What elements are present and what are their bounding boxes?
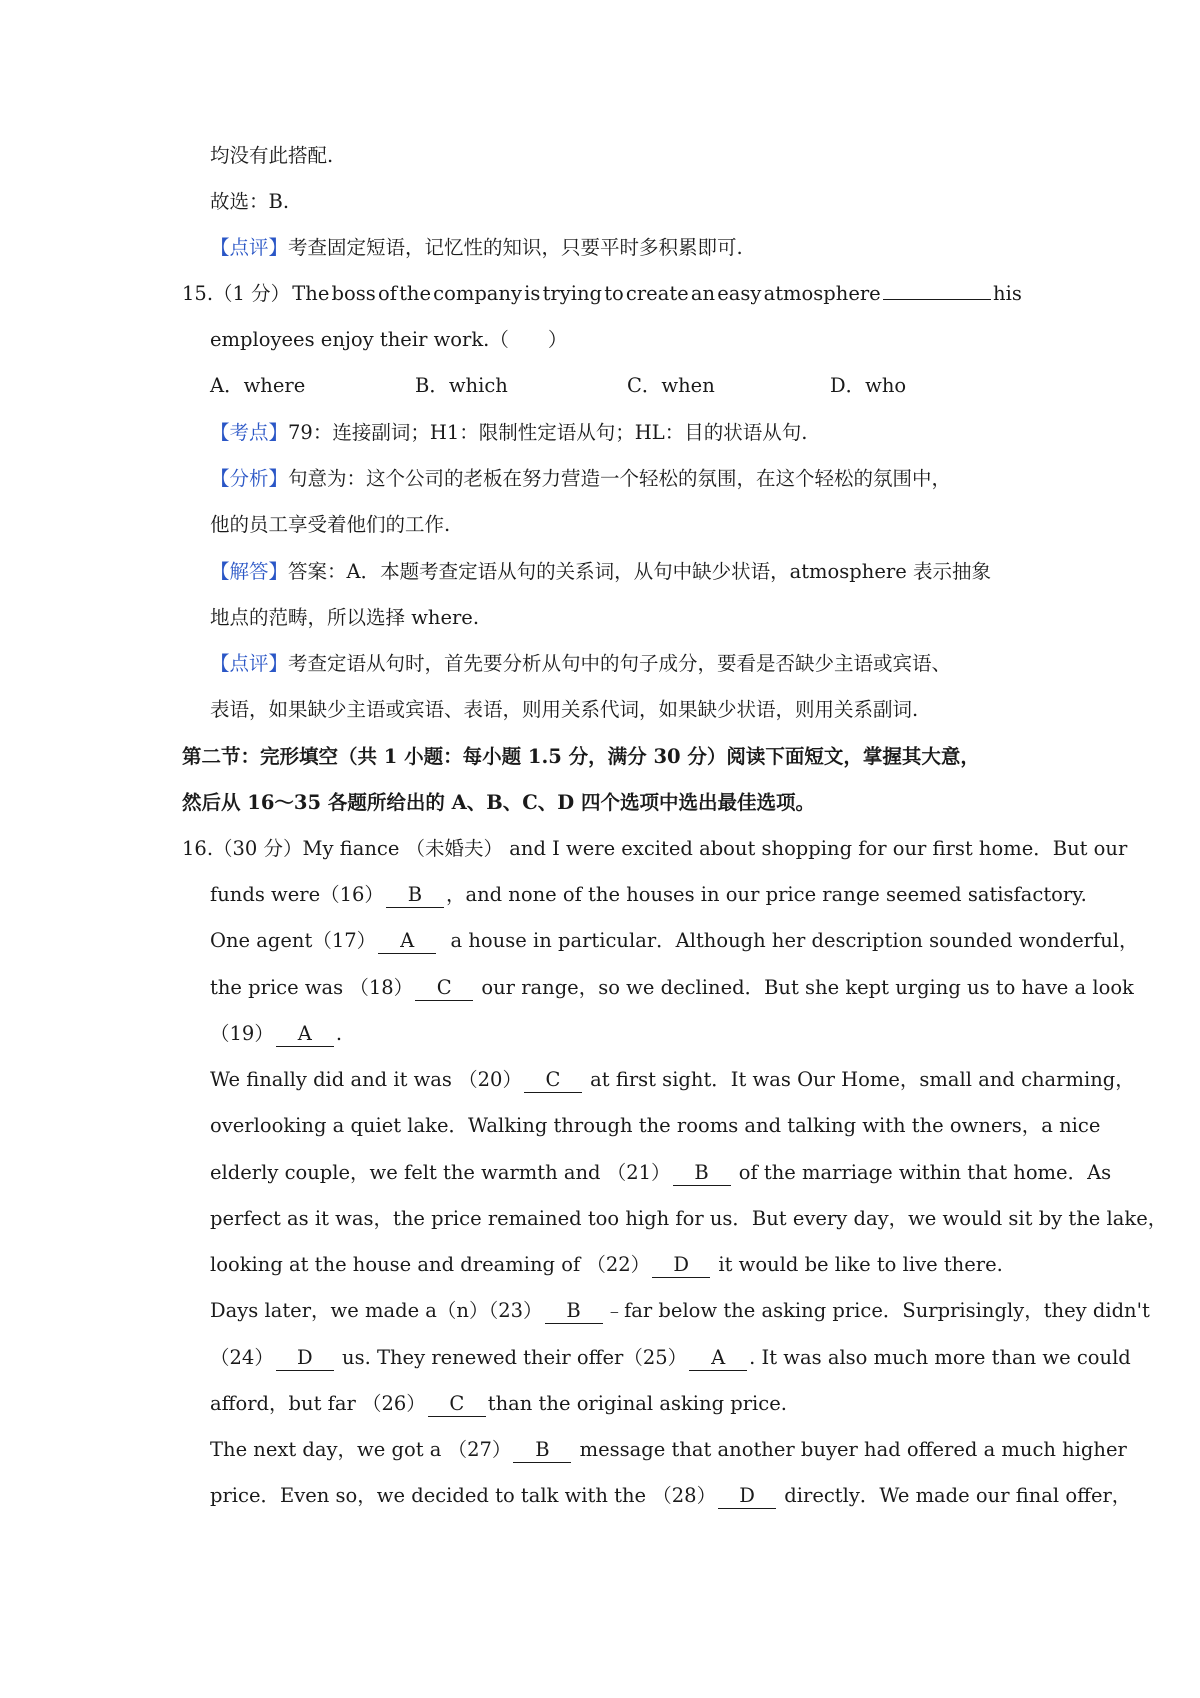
cloze-line: the price was （18） C our range，so we declined．But she kept urging us to have a look <box>210 976 1134 999</box>
cloze-line: price．Even so，we decided to talk with the （28） D directly．We made our final offer， <box>210 1484 1132 1507</box>
option-d: D．who <box>830 374 907 397</box>
analysis-tag: 【分析】 <box>210 467 289 490</box>
comment-line <box>210 233 743 263</box>
answer-blank: A <box>276 1022 334 1047</box>
answer-blank: B <box>673 1161 731 1186</box>
comment-line: 【点评】考查定语从句时，首先要分析从句中的句子成分，要看是否缺少主语或宾语、 <box>210 652 952 675</box>
answer-blank: D <box>718 1484 776 1509</box>
answer-blank: B <box>513 1438 571 1463</box>
answer-blank: A <box>378 929 436 954</box>
cloze-line: elderly couple，we felt the warmth and （21） B of the marriage within that home．As <box>210 1161 1112 1184</box>
text-line: 均没有此搭配. <box>210 144 334 167</box>
cloze-line: We finally did and it was （20） C at first sight．It was Our Home，small and charming， <box>210 1068 1135 1091</box>
cloze-line: looking at the house and dreaming of （22） D it would be like to live there. <box>210 1253 1003 1276</box>
answer-blank: A <box>689 1346 747 1371</box>
comment-line-cont: 表语，如果缺少主语或宾语、表语，则用关系代词，如果缺少状语，则用关系副词. <box>210 698 919 721</box>
answer-line: 【解答】答案：A．本题考查定语从句的关系词，从句中缺少状语，atmosphere 表示抽象 <box>210 560 991 583</box>
option-a: A．where <box>210 374 306 397</box>
knowledge-point: 【考点】79：连接副词；H1：限制性定语从句；HL：目的状语从句. <box>210 421 808 444</box>
answer-blank <box>883 279 991 300</box>
cloze-line: funds were（16） B ，and none of the houses in our price range seemed satisfactory. <box>210 883 1087 906</box>
section-heading: 第二节：完形填空（共 1 小题：每小题 1.5 分，满分 30 分）阅读下面短文，掌握其大意， <box>182 745 980 768</box>
cloze-line: （24） D us. They renewed their offer（25） A . It was also much more than we could <box>210 1346 1131 1369</box>
cloze-line: overlooking a quiet lake．Walking through the rooms and talking with the owners，a nice <box>210 1114 1101 1137</box>
cloze-line: （19） A . <box>210 1022 343 1045</box>
question-15-stem-cont: employees enjoy their work.（ ） <box>210 328 568 351</box>
answer-blank: C <box>415 976 473 1001</box>
question-number: 15.（1 分） <box>182 282 291 305</box>
cloze-line: 16.（30 分）My fiance （未婚夫） and I were excited about shopping for our first home．But our <box>182 837 1128 860</box>
cloze-line: Days later，we made a（n）（23） B ﹣far below the asking price．Surprisingly，they didn't <box>210 1299 1150 1322</box>
cloze-line: One agent（17） A a house in particular．Although her description sounded wonderful， <box>210 929 1139 952</box>
cloze-line: afford，but far （26） C than the original asking price. <box>210 1392 787 1415</box>
analysis-line: 【分析】句意为：这个公司的老板在努力营造一个轻松的氛围，在这个轻松的氛围中， <box>210 467 952 490</box>
text-line: 故选：B. <box>210 190 290 213</box>
comment-tag: 【点评】 <box>210 652 289 675</box>
answer-blank: D <box>652 1253 710 1278</box>
knowledge-tag: 【考点】 <box>210 421 289 444</box>
comment-text: 考查固定短语，记忆性的知识，只要平时多积累即可. <box>288 236 743 259</box>
cloze-line: The next day，we got a （27） B message that another buyer had offered a much higher <box>210 1438 1127 1461</box>
option-b: B．which <box>415 374 508 397</box>
answer-blank: B <box>386 883 444 908</box>
section-heading-cont: 然后从 16～35 各题所给出的 A、B、C、D 四个选项中选出最佳选项。 <box>182 791 815 814</box>
answer-tag: 【解答】 <box>210 560 289 583</box>
analysis-line-cont: 他的员工享受着他们的工作. <box>210 513 451 536</box>
question-15-stem: 15.（1 分） The boss of the company is trying to create an easy atmosphere his <box>182 279 1022 309</box>
answer-line-cont: 地点的范畴，所以选择 where. <box>210 606 480 629</box>
answer-blank: C <box>428 1392 486 1417</box>
option-c: C．when <box>627 374 715 397</box>
cloze-line: perfect as it was，the price remained too high for us．But every day，we would sit by the lake， <box>210 1207 1168 1230</box>
answer-blank: B <box>545 1299 603 1324</box>
answer-blank: C <box>524 1068 582 1093</box>
answer-blank: D <box>276 1346 334 1371</box>
comment-tag: 【点评】 <box>210 236 289 259</box>
